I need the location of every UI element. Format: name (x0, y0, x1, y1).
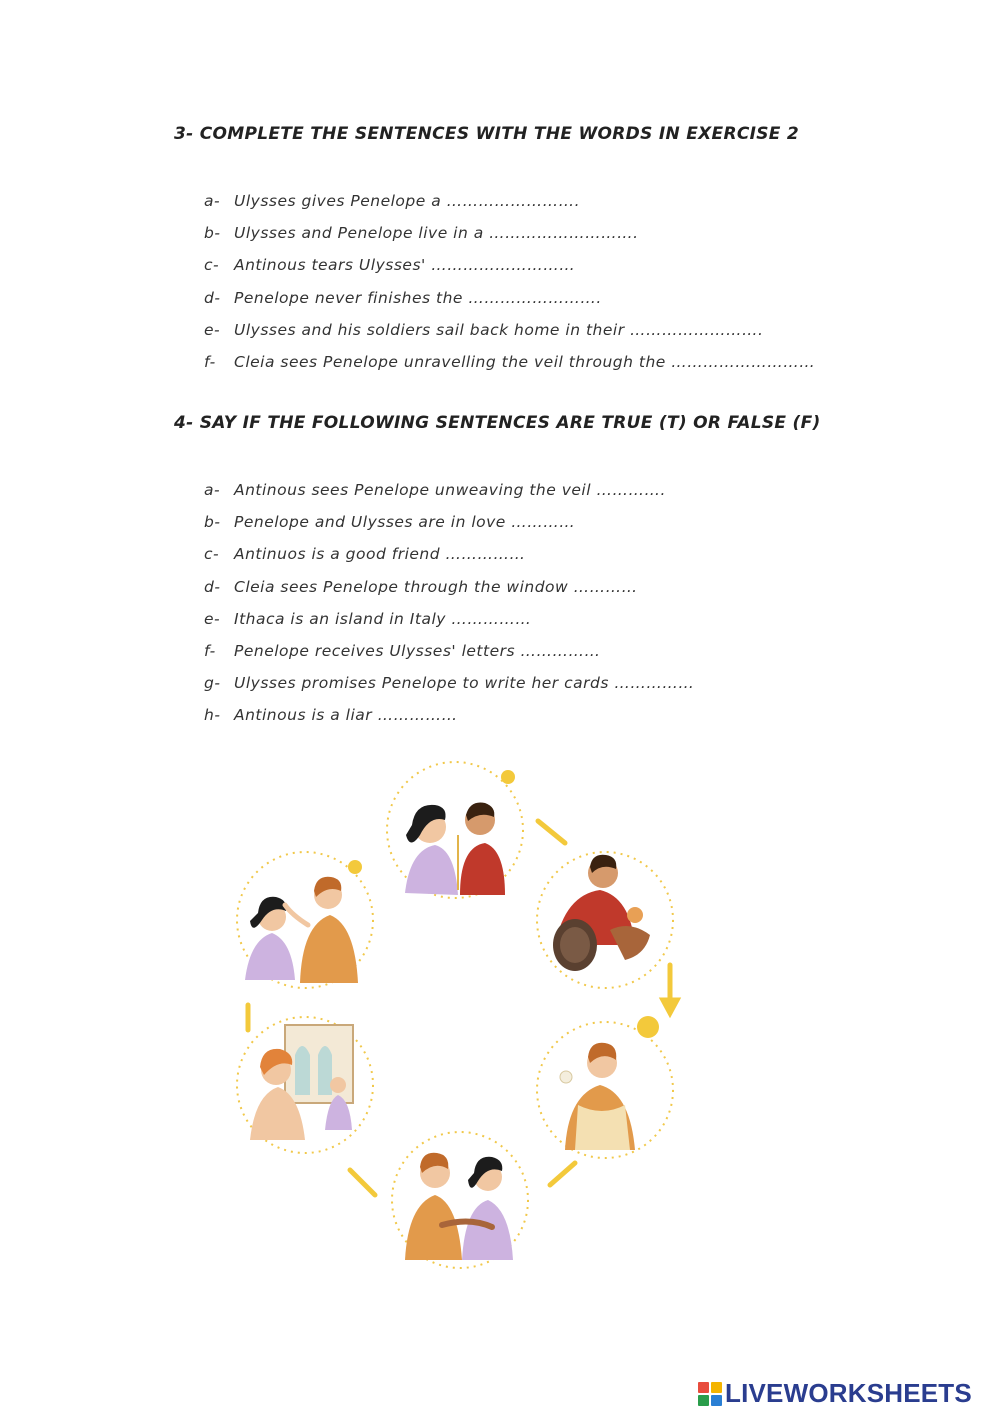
list-item (204, 249, 815, 281)
item-letter: b- (204, 224, 221, 243)
list-item (204, 282, 815, 314)
item-letter: a- (204, 481, 221, 499)
item-text: Cleia sees Penelope unravelling the veil through the ……………………… (234, 352, 816, 371)
item-text: Antinous sees Penelope unweaving the veil …………. (234, 481, 666, 499)
item-letter: g- (204, 674, 221, 693)
servant-whispering-scene (237, 852, 373, 988)
logo-square (711, 1382, 722, 1393)
list-item (204, 571, 694, 603)
connector-3 (550, 1163, 575, 1185)
couple-embrace-scene (392, 1132, 528, 1268)
item-text: Penelope never finishes the ……………………. (234, 288, 602, 307)
item-letter: h- (204, 706, 221, 725)
item-letter: f- (204, 352, 216, 371)
logo-square (698, 1382, 709, 1393)
logo-mark-icon (698, 1382, 722, 1406)
item-text: Ulysses promises Penelope to write her cards …………… (234, 674, 695, 693)
soldier-fighting-scene (537, 852, 673, 988)
liveworksheets-logo (698, 1378, 972, 1409)
item-letter: d- (204, 577, 221, 596)
item-letter: b- (204, 513, 221, 532)
list-item (204, 667, 694, 699)
list-item (204, 346, 815, 378)
item-letter: f- (204, 641, 216, 660)
exercise-3-list (204, 185, 815, 378)
list-item (204, 314, 815, 346)
logo-square (711, 1395, 722, 1406)
item-text: Antinuos is a good friend …………… (234, 545, 526, 564)
item-text: Ulysses gives Penelope a ……………………. (234, 192, 581, 210)
item-text: Ulysses and Penelope live in a ………………………. (234, 224, 639, 243)
exercise-4-heading: 4- SAY IF THE FOLLOWING SENTENCES ARE TRUE (T) OR FALSE (F) (174, 413, 821, 433)
list-item (204, 506, 694, 538)
exercise-4-list (204, 474, 694, 732)
item-letter: c- (204, 545, 220, 564)
item-text: Penelope and Ulysses are in love ………… (234, 513, 576, 532)
item-letter: e- (204, 320, 221, 339)
item-text: Antinous tears Ulysses' ……………………… (234, 256, 576, 275)
exercise-3-heading: 3- COMPLETE THE SENTENCES WITH THE WORDS IN EXERCISE 2 (174, 124, 800, 144)
list-item (204, 474, 694, 506)
item-letter: a- (204, 192, 221, 210)
item-text: Ulysses and his soldiers sail back home in their ……………………. (234, 320, 764, 339)
list-item (204, 699, 694, 731)
connector-1 (538, 821, 565, 843)
list-item (204, 603, 694, 635)
list-item (204, 217, 815, 249)
item-letter: d- (204, 288, 221, 307)
item-text: Antinous is a liar …………… (234, 706, 458, 725)
item-text: Penelope receives Ulysses' letters …………… (234, 641, 601, 660)
list-item (204, 538, 694, 570)
logo-text: LIVEWORKSHEETS (725, 1378, 972, 1408)
woman-weaving-scene (237, 1017, 373, 1153)
logo-square (698, 1395, 709, 1406)
list-item (204, 185, 815, 217)
item-letter: c- (204, 256, 220, 275)
arrow-head-icon (663, 1000, 677, 1013)
item-text: Cleia sees Penelope through the window ………… (234, 577, 638, 596)
couple-gift-scene (387, 762, 523, 898)
item-text: Ithaca is an island in Italy …………… (234, 609, 532, 628)
connector-4 (350, 1170, 375, 1195)
item-letter: e- (204, 609, 221, 628)
list-item (204, 635, 694, 667)
story-cycle-illustration (230, 755, 690, 1270)
servant-with-letter-scene (537, 1016, 673, 1158)
